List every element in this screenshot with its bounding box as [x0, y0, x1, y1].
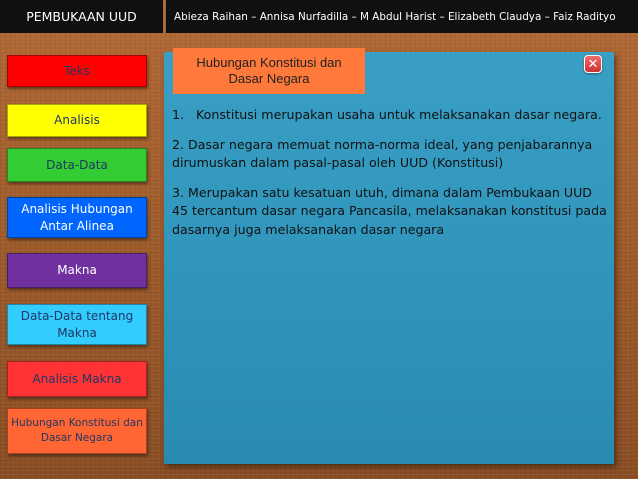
list-item: [172, 106, 610, 125]
panel-title: Hubungan Konstitusi dan Dasar Negara: [173, 48, 365, 94]
sidebar-item-data-data-tentang-makna[interactable]: Data-Data tentang Makna: [7, 304, 147, 345]
close-icon[interactable]: ✕: [584, 55, 602, 73]
authors-bar: Abieza Raihan – Annisa Nurfadilla – M Abdul Harist – Elizabeth Claudya – Faiz Radityo: [166, 0, 638, 33]
sidebar-item-analisis-makna[interactable]: Analisis Makna: [7, 361, 147, 397]
sidebar-item-data-data[interactable]: Data-Data: [7, 148, 147, 182]
panel-content: [172, 106, 610, 250]
item-text: Konstitusi merupakan usaha untuk melaksanakan dasar negara.: [196, 107, 602, 122]
sidebar-item-analisis[interactable]: Analisis: [7, 104, 147, 137]
sidebar-item-teks[interactable]: Teks: [7, 55, 147, 87]
sidebar-item-analisis-hubungan[interactable]: Analisis Hubungan Antar Alinea: [7, 197, 147, 238]
list-item: 3. Merupakan satu kesatuan utuh, dimana dalam Pembukaan UUD 45 tercantum dasar negara Pancasila, melaksanakan konstitusi pada dasarnya juga melaksanakan dasar negara: [172, 184, 607, 237]
sidebar-item-makna[interactable]: Makna: [7, 253, 147, 288]
list-item: 2. Dasar negara memuat norma-norma ideal, yang penjabarannya dirumuskan dalam pasal-pasal oleh UUD (Konstitusi): [172, 136, 593, 170]
presentation-title: PEMBUKAAN UUD: [0, 0, 163, 33]
sidebar-item-hubungan-konstitusi[interactable]: Hubungan Konstitusi dan Dasar Negara: [7, 408, 147, 454]
item-number: 1.: [172, 107, 185, 122]
